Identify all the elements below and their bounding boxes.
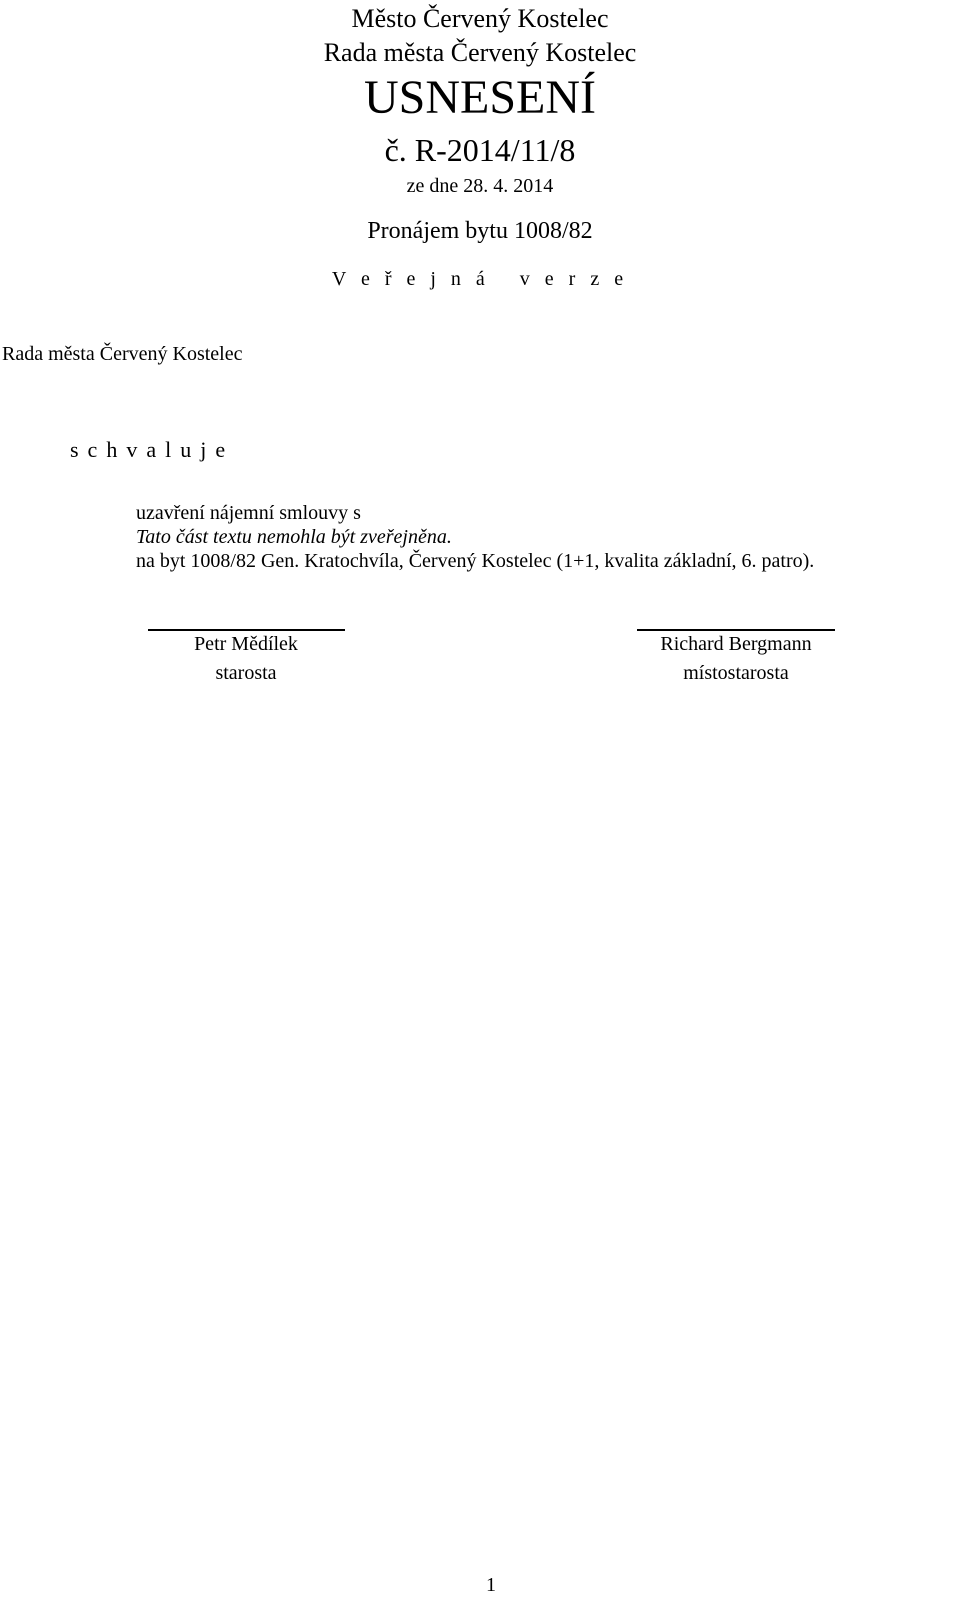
signature-line (148, 629, 345, 631)
document-number: č. R-2014/11/8 (384, 132, 576, 168)
council-name: Rada města Červený Kostelec (323, 38, 637, 67)
document-title: USNESENÍ (363, 71, 596, 124)
signatory-role: starosta (215, 662, 277, 684)
signatory-role: místostarosta (683, 662, 789, 684)
page-number: 1 (486, 1574, 496, 1596)
document-subject: Pronájem bytu 1008/82 (367, 218, 593, 244)
approving-body: Rada města Červený Kostelec (2, 343, 243, 365)
redacted-notice: Tato část textu nemohla být zveřejněna. (136, 526, 452, 548)
resolution-text-line: uzavření nájemní smlouvy s (136, 502, 361, 524)
resolution-verb: schvaluje (70, 437, 235, 462)
city-name: Město Červený Kostelec (351, 4, 609, 33)
public-version-label: V e ř e j n á v e r z e (331, 268, 629, 290)
signature-line (637, 629, 835, 631)
signatory-name: Richard Bergmann (660, 633, 812, 655)
resolution-text-line: na byt 1008/82 Gen. Kratochvíla, Červený Kostelec (1+1, kvalita základní, 6. patro). (136, 550, 815, 572)
signatory-name: Petr Mědílek (194, 633, 298, 655)
document-date: ze dne 28. 4. 2014 (406, 175, 554, 197)
